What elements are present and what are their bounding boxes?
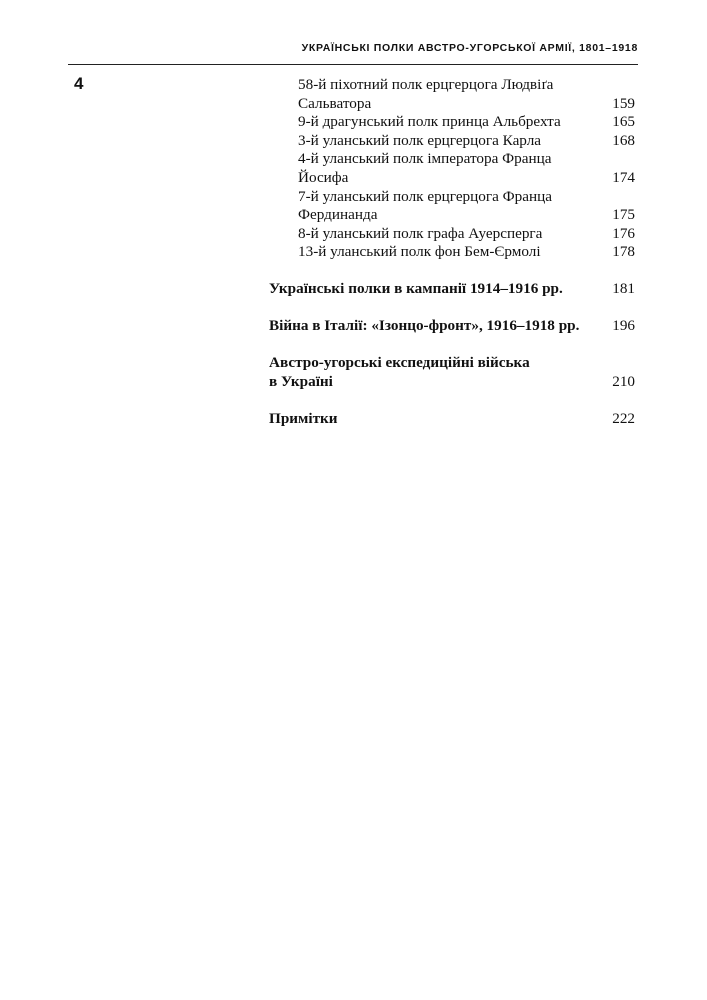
toc-entry-13th-uhlans: [269, 243, 635, 262]
toc-title-line: Примітки: [269, 409, 338, 427]
toc-title-line: 3-й уланський полк ерцгерцога Карла: [298, 131, 542, 149]
toc-entry-war-in-italy: [269, 317, 635, 336]
toc-title-line: Сальватора: [298, 94, 372, 112]
toc-page-number: 210: [612, 372, 635, 390]
toc-entry-9th-dragoons: [269, 113, 635, 132]
toc-title-line: Фердинанда: [298, 206, 378, 224]
toc-title-line: Українські полки в кампанії 1914–1916 рр.: [269, 280, 563, 298]
toc-title-line: 9-й драгунський полк принца Альбрехта: [298, 113, 561, 131]
toc-page-number: 176: [612, 224, 635, 242]
toc-entry-title: [298, 225, 612, 244]
toc-entry-title: [298, 76, 612, 113]
toc-page-number: 168: [612, 131, 635, 149]
toc-spacer: [269, 391, 635, 409]
toc-spacer: [269, 336, 635, 354]
toc-page-number: 178: [612, 243, 635, 261]
toc-spacer: [269, 262, 635, 280]
toc-page-number: 159: [612, 94, 635, 112]
toc-title-line: Австро-угорські експедиційні війська: [269, 354, 530, 372]
toc-entry-title: [298, 243, 612, 262]
toc-entry-4th-uhlans: [269, 150, 635, 187]
toc-entry-title: [298, 113, 612, 132]
toc-entry-58th-infantry: [269, 76, 635, 113]
table-of-contents: [269, 76, 635, 428]
toc-entry-title: [269, 280, 612, 299]
toc-page-number: 175: [612, 206, 635, 224]
toc-title-line: Війна в Італії: «Ізонцо-фронт», 1916–1918 рр.: [269, 317, 580, 335]
toc-title-line: 58-й піхотний полк ерцгерцога Людвіґа: [298, 76, 554, 93]
toc-entry-7th-uhlans: [269, 188, 635, 225]
toc-title-line: 8-й уланський полк графа Ауерсперга: [298, 224, 543, 242]
toc-page-number: 174: [612, 168, 635, 186]
toc-entry-title: [269, 354, 612, 391]
toc-entry-title: [298, 188, 612, 225]
toc-entry-3rd-uhlans: [269, 132, 635, 151]
toc-page-number: 196: [612, 317, 635, 335]
toc-entry-expeditionary-forces: [269, 354, 635, 391]
toc-entry-campaign-1914-1916: [269, 280, 635, 299]
toc-title-line: в Україні: [269, 372, 333, 390]
toc-title-line: 4-й уланський полк імператора Франца: [298, 150, 552, 168]
toc-entry-title: [298, 150, 612, 187]
toc-entry-title: [269, 410, 612, 429]
toc-title-line: 7-й уланський полк ерцгерцога Франца: [298, 187, 552, 205]
running-header: УКРАЇНСЬКІ ПОЛКИ АВСТРО-УГОРСЬКОЇ АРМІЇ, 1801–1918: [301, 42, 638, 54]
toc-entry-8th-uhlans: [269, 225, 635, 244]
page-number: 4: [74, 74, 84, 93]
toc-title-line: Йосифа: [298, 168, 349, 186]
toc-page-number: 222: [612, 409, 635, 427]
toc-entry-title: [269, 317, 612, 336]
toc-entry-title: [298, 132, 612, 151]
header-rule: [68, 64, 638, 65]
toc-page-number: 165: [612, 113, 635, 131]
toc-spacer: [269, 299, 635, 317]
toc-entry-notes: [269, 410, 635, 429]
toc-page-number: 181: [612, 280, 635, 298]
toc-title-line: 13-й уланський полк фон Бем-Єрмолі: [298, 243, 541, 261]
